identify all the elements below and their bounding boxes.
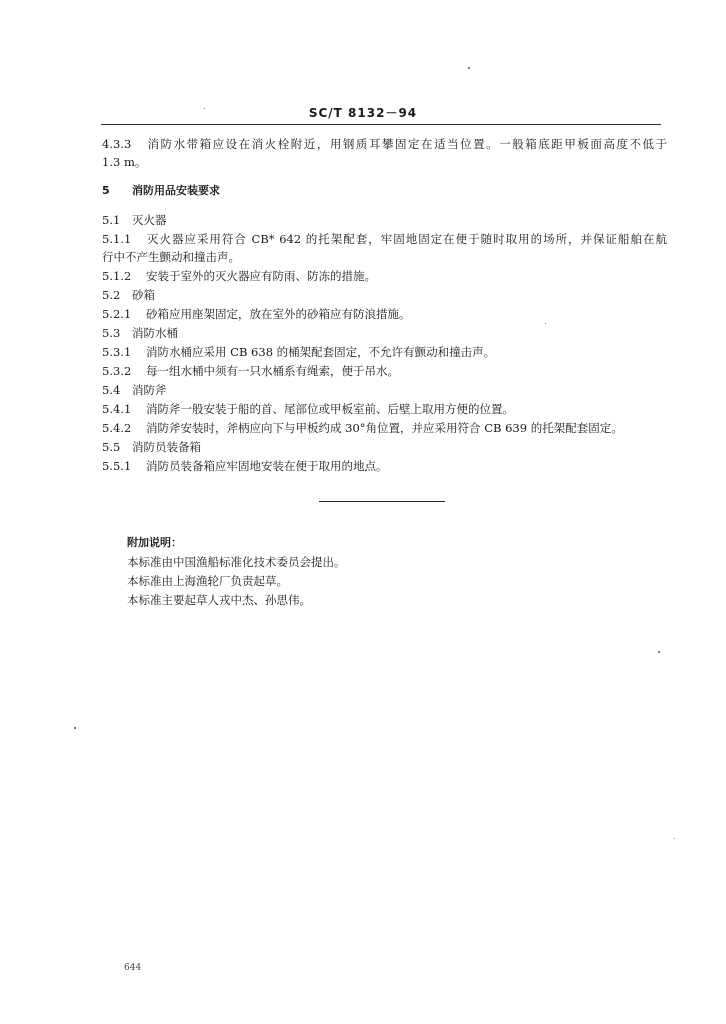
header-rule <box>101 124 661 125</box>
clause-number: 5.2 <box>102 288 121 302</box>
clause-5-4-1 <box>102 401 667 417</box>
end-of-text-divider <box>319 501 445 502</box>
clause-text: 消防水带箱应设在消火栓附近，用钢质耳攀固定在适当位置。一般箱底距甲板面高度不低于 <box>146 137 667 151</box>
clause-5-1 <box>102 212 667 228</box>
clause-text: 消防斧 <box>132 383 167 397</box>
clause-number: 5.1 <box>102 213 121 227</box>
clause-number: 5.4 <box>102 383 121 397</box>
clause-5-3-1 <box>102 344 667 360</box>
clause-text: 消防水桶 <box>132 326 178 340</box>
clause-5-5-1 <box>102 458 667 474</box>
page-number: 644 <box>124 963 142 973</box>
clause-text: 每一组水桶中须有一只水桶系有绳索，便于吊水。 <box>146 364 399 378</box>
clause-5-4 <box>102 382 667 398</box>
section-title: 消防用品安装要求 <box>132 184 220 197</box>
clause-text: 消防水桶应采用 CB 638 的桶架配套固定，不允许有颤动和撞击声。 <box>146 345 496 359</box>
clause-number: 5.1.2 <box>102 269 132 283</box>
clause-number: 5.3.2 <box>102 364 132 378</box>
standard-code-header: SC/T 8132－94 <box>308 106 418 120</box>
scan-speck <box>468 67 470 69</box>
scan-speck <box>658 651 660 653</box>
additional-notes-title: 附加说明： <box>127 536 182 549</box>
clause-5-4-2 <box>102 420 667 436</box>
clause-5-1-1-line1 <box>102 231 667 247</box>
clause-text: 灭火器应采用符合 CB* 642 的托架配套，牢固地固定在便于随时取用的场所，并保证船舶在航 <box>146 232 667 246</box>
clause-text: 消防员装备箱 <box>132 440 201 454</box>
clause-5-5 <box>102 439 667 455</box>
clause-5-2-1 <box>102 306 667 322</box>
clause-number: 5.3 <box>102 326 121 340</box>
scan-speck <box>674 838 675 839</box>
clause-text: 灭火器 <box>132 213 167 227</box>
clause-5-1-1-line2: 行中不产生颤动和撞击声。 <box>102 250 240 264</box>
section-number: 5 <box>102 184 110 197</box>
clause-number: 5.5 <box>102 440 121 454</box>
scan-speck <box>74 727 76 729</box>
clause-5-3 <box>102 325 667 341</box>
notes-line-authors: 本标准主要起草人戎中杰、孙思伟。 <box>127 593 311 607</box>
clause-text: 安装于室外的灭火器应有防雨、防冻的措施。 <box>146 269 376 283</box>
clause-4-3-3-line2: 1.3 m。 <box>102 155 147 169</box>
notes-line-proposer: 本标准由中国渔船标准化技术委员会提出。 <box>127 555 346 569</box>
clause-number: 5.1.1 <box>102 232 132 246</box>
clause-text: 消防员装备箱应牢固地安装在便于取用的地点。 <box>146 459 388 473</box>
scan-speck <box>545 323 546 324</box>
clause-text: 消防斧一般安装于船的首、尾部位或甲板室前、后壁上取用方便的位置。 <box>146 402 514 416</box>
clause-5-2 <box>102 287 667 303</box>
section-5-heading <box>102 183 667 199</box>
clause-number: 4.3.3 <box>102 137 132 151</box>
scan-speck <box>204 108 205 109</box>
clause-number: 5.2.1 <box>102 307 132 321</box>
notes-line-drafter: 本标准由上海渔轮厂负责起草。 <box>127 574 288 588</box>
clause-text: 消防斧安装时，斧柄应向下与甲板约成 30°角位置，并应采用符合 CB 639 的托架配套固定。 <box>146 421 623 435</box>
clause-number: 5.4.1 <box>102 402 132 416</box>
clause-number: 5.5.1 <box>102 459 132 473</box>
clause-number: 5.3.1 <box>102 345 132 359</box>
clause-5-1-2 <box>102 268 667 284</box>
clause-5-3-2 <box>102 363 667 379</box>
clause-text: 砂箱 <box>132 288 155 302</box>
clause-text: 砂箱应用座架固定，放在室外的砂箱应有防浪措施。 <box>146 307 411 321</box>
clause-4-3-3-line1 <box>102 136 667 152</box>
clause-number: 5.4.2 <box>102 421 132 435</box>
